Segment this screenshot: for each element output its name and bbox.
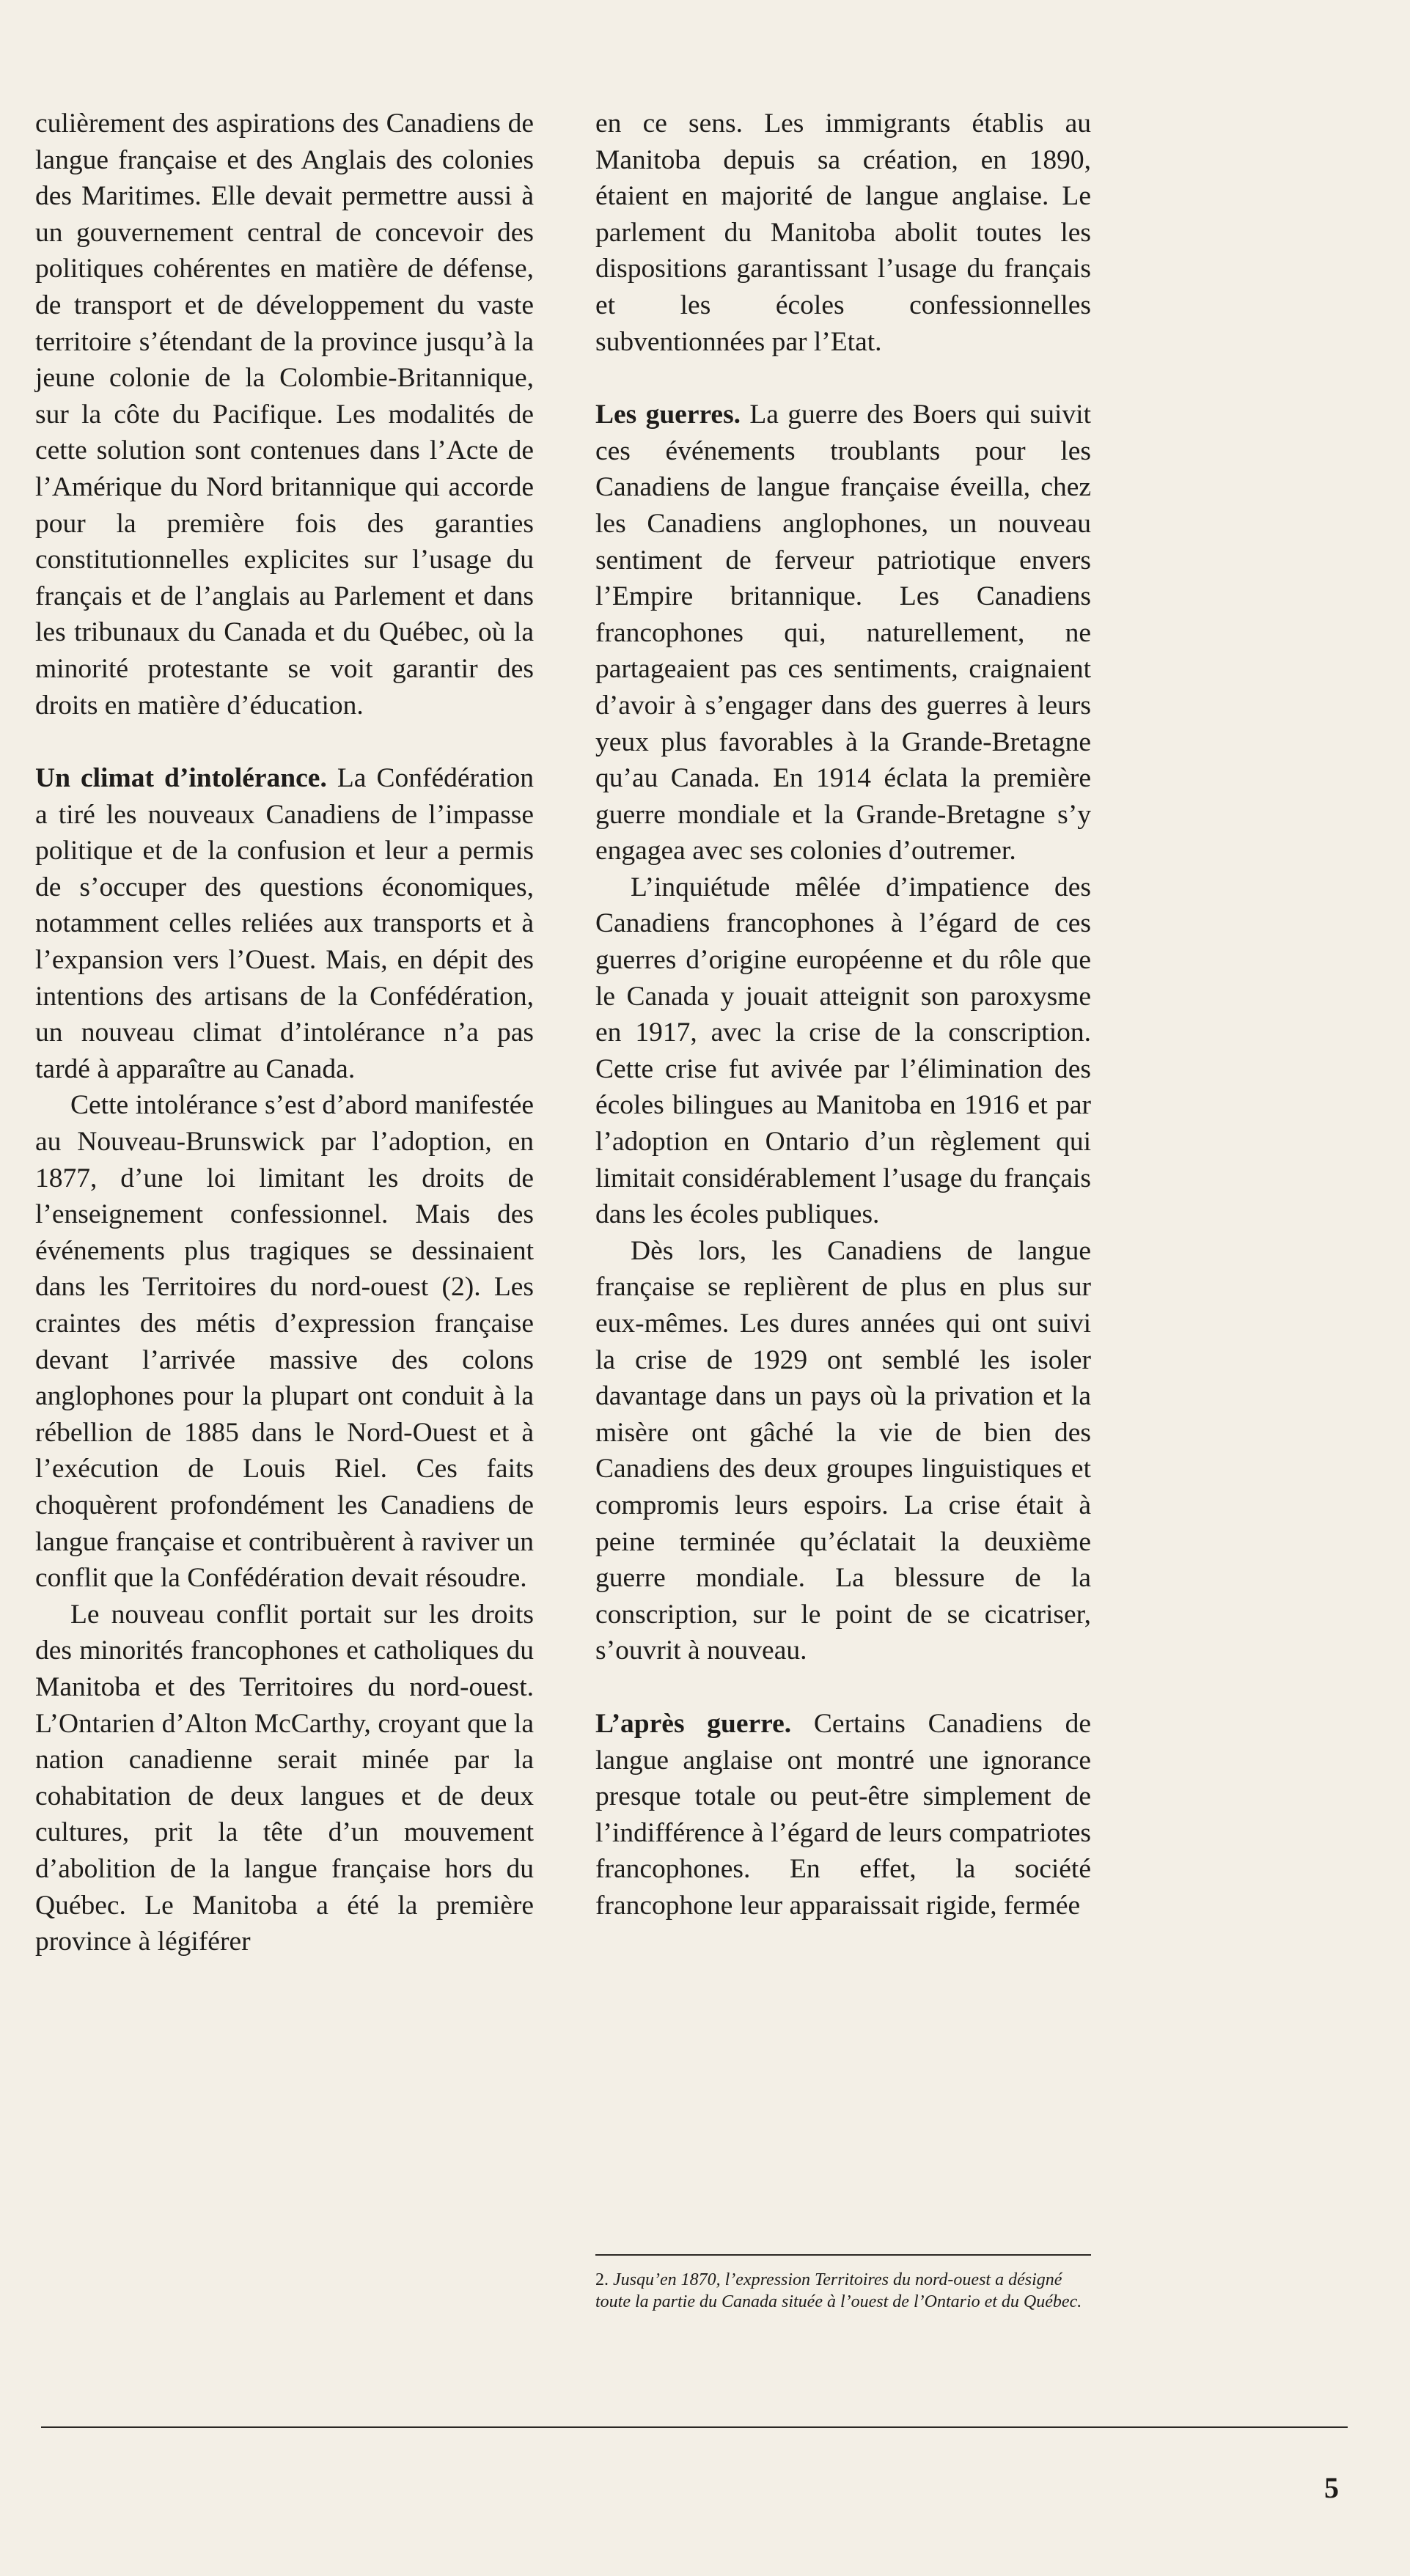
paragraph: Le nouveau conflit portait sur les droits des minorités francophones et catholiques du Manitoba et des Territoires du nord-ouest. L’Ontarien d’Alton McCarthy, croyant que la nation canadienne serait minée par la cohabitation de deux langues et de deux cultures, prit la tête d’un mouvement d’abolition de la langue française hors du Québec. Le Manitoba a été la première province à légiférer <box>35 1599 534 1957</box>
page-divider <box>41 2426 1348 2428</box>
paragraph: en ce sens. Les immigrants établis au Manitoba depuis sa création, en 1890, étaient en majorité de langue anglaise. Le parlement du Manitoba abolit toutes les dispositions garantissant l’usage du français et les écoles confessionnelles subventionnées par l’Etat. <box>595 108 1091 357</box>
footnote-number: 2. <box>595 2270 609 2289</box>
paragraph <box>595 1706 1091 1924</box>
paragraph-text: Certains Canadiens de langue anglaise ont montré une ignorance presque totale ou peut-être simplement de l’indifférence à l’égard de leurs compatriotes francophones. En effet, la société francophone leur apparaissait rigide, fermée <box>595 1708 1091 1921</box>
paragraph: Cette intolérance s’est d’abord manifestée au Nouveau-Brunswick par l’adoption, en 1877, d’une loi limitant les droits de l’enseignement confessionnel. Mais des événements plus tragiques se dessinaient dans les Territoires du nord-ouest (2). Les craintes des métis d’expression française devant l’arrivée massive des colons anglophones pour la plupart ont conduit à la rébellion de 1885 dans le Nord-Ouest et à l’exécution de Louis Riel. Ces faits choquèrent profondément les Canadiens de langue française et contribuèrent à raviver un conflit que la Confédération devait résoudre. <box>35 1090 534 1594</box>
footnote <box>595 2254 1091 2313</box>
right-column <box>595 106 1091 1924</box>
left-column <box>35 106 534 1960</box>
footnote-text: Jusqu’en 1870, l’expression Territoires du nord-ouest a désigné toute la partie du Canada située à l’ouest de l’Ontario et du Québec. <box>595 2270 1082 2311</box>
paragraph: culièrement des aspirations des Canadiens de langue française et des Anglais des colonies des Maritimes. Elle devait permettre aussi à un gouvernement central de concevoir des politiques cohérentes en matière de défense, de transport et de développement du vaste territoire s’étendant de la province jusqu’à la jeune colonie de la Colombie-Britannique, sur la côte du Pacifique. Les modalités de cette solution sont contenues dans l’Acte de l’Amérique du Nord britannique qui accorde pour la première fois des garanties constitutionnelles explicites sur l’usage du français et de l’anglais au Parlement et dans les tribunaux du Canada et du Québec, où la minorité protestante se voit garantir des droits en matière d’éducation. <box>35 108 534 721</box>
section-heading: Un climat d’intolérance. <box>35 763 327 794</box>
paragraph-text: La Confédération a tiré les nouveaux Canadiens de l’impasse politique et de la confusion et leur a permis de s’occuper des questions économiques, notamment celles reliées aux transports et à l’expansion vers l’Ouest. Mais, en dépit des intentions des artisans de la Confédération, un nouveau climat d’intolérance n’a pas tardé à apparaître au Canada. <box>35 763 534 1084</box>
page-number: 5 <box>1324 2471 1339 2504</box>
section-heading: L’après guerre. <box>595 1708 792 1739</box>
paragraph: L’inquiétude mêlée d’impatience des Canadiens francophones à l’égard de ces guerres d’origine européenne et du rôle que le Canada y jouait atteignit son paroxysme en 1917, avec la crise de la conscription. Cette crise fut avivée par l’élimination des écoles bilingues au Manitoba en 1916 et par l’adoption en Ontario d’un règlement qui limitait considérablement l’usage du français dans les écoles publiques. <box>595 872 1091 1230</box>
paragraph <box>35 760 534 1087</box>
section-heading: Les guerres. <box>595 400 741 430</box>
paragraph-text: La guerre des Boers qui suivit ces événements troublants pour les Canadiens de langue française éveilla, chez les Canadiens anglophones, un nouveau sentiment de ferveur patriotique envers l’Empire britannique. Les Canadiens francophones qui, naturellement, ne partageaient pas ces sentiments, craignaient d’avoir à s’engager dans des guerres à leurs yeux plus favorables à la Grande-Bretagne qu’au Canada. En 1914 éclata la première guerre mondiale et la Grande-Bretagne s’y engagea avec ses colonies d’outremer. <box>595 400 1091 866</box>
paragraph <box>595 397 1091 869</box>
paragraph: Dès lors, les Canadiens de langue française se replièrent de plus en plus sur eux-mêmes. Les dures années qui ont suivi la crise de 1929 ont semblé les isoler davantage dans un pays où la privation et la misère ont gâché la vie de bien des Canadiens des deux groupes linguistiques et compromis leurs espoirs. La crise était à peine terminée qu’éclatait la deuxième guerre mondiale. La blessure de la conscription, sur le point de se cicatriser, s’ouvrit à nouveau. <box>595 1235 1091 1666</box>
